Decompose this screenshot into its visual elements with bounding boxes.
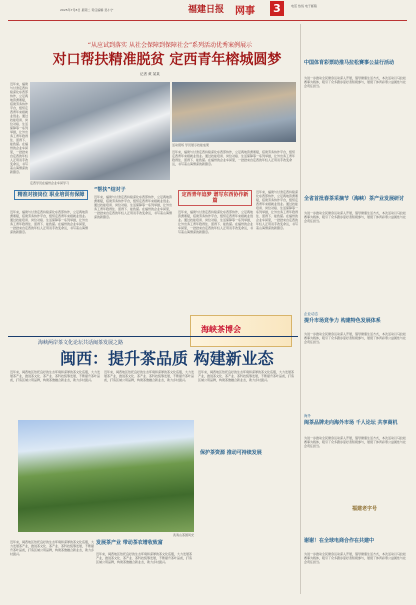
right-item2-title: 全省首批春茶采摘节（海峡）茶产业发展研讨 (304, 196, 405, 202)
right-item3-title: 提升市场竞争力 构建特色发展体系 (304, 318, 381, 324)
lead-kicker: “从应试到落实 从社会保障到保障社会”系列活动优秀案例展示 (87, 42, 253, 49)
page-number: 3 (270, 1, 284, 16)
lead-byline: 记者 黄 某某 (140, 72, 160, 76)
second-headline: 闽西：提升茶品质 构建新业态 (60, 349, 274, 368)
lead-col2: 近年来，福建与甘肃定西持续深化东西部协作，立足两地资源禀赋，搭建劳务协作平台，组织定西青年来榕就业创业。通过技能培训、岗位对接、生活保障等一系列举措，让外出务工青年稳得住、留得下、能致富。在福州的企业车间里，一批批来自定西的年轻人正用双手改变命运，书写着山海情深的新篇章。 (94, 195, 173, 219)
second-sub1: 发展茶产业 带动茶农增收致富 (96, 540, 163, 546)
masthead (0, 0, 416, 22)
right-item1-body: 为进一步推动全民健身运动深入开展，倡导健康生活方式，本次活动以马拉松赛事为载体，吸引了众多跑步爱好者积极参与，展现了体育彩票公益属性与社会责任担当。 (304, 76, 406, 88)
ad-text: 海峡茶博会 (201, 325, 241, 334)
second-col-d: 近年来，闽西地区依托良好的生态环境和深厚的茶文化底蕴，大力发展茶产业，推进茶文化、茶产业、茶科技统筹发展，不断提升茶叶品质，打造区域公用品牌，构建茶旅融合新业态，助力乡村振兴。 (10, 540, 94, 556)
right-item3-kicker: 企业动态 (304, 312, 318, 316)
masthead-rule (8, 20, 407, 21)
right-item3-body: 为进一步推动全民健身运动深入开展，倡导健康生活方式，本次活动以马拉松赛事为载体，吸引了众多跑步爱好者积极参与，展现了体育彩票公益属性与社会责任担当。 (304, 332, 406, 344)
second-kicker: 海峡两岸茶文化论坛共话闽茶发展之路 (38, 340, 124, 346)
lead-sub3: “帮扶”结对子 (94, 187, 126, 193)
lead-sub1: 精准对接岗位 职业培训有保障 (14, 190, 88, 200)
paper-logo: 福建日报 (188, 5, 225, 15)
advertisement (190, 315, 292, 347)
right-item1-title: 中国体育彩票助推马拉松赛事公益行活动 (304, 60, 395, 66)
tea-photo-caption: 武夷山茶园风光 (172, 533, 194, 537)
lead-body-top: 近年来，福建与甘肃定西持续深化东西部协作，立足两地资源禀赋，搭建劳务协作平台，组织定西青年来榕就业创业。通过技能培训、岗位对接、生活保障等一系列举措，让外出务工青年稳得住、留得下、能致富。在福州的企业车间里，一批批来自定西的年轻人正用双手改变命运，书写着山海情深的新篇章。 (172, 150, 296, 166)
lead-body-left: 近年来，福建与甘肃定西持续深化东西部协作，立足两地资源禀赋，搭建劳务协作平台，组织定西青年来榕就业创业。通过技能培训、岗位对接、生活保障等一系列举措，让外出务工青年稳得住、留得下、能致富。在福州的企业车间里，一批批来自定西的年轻人正用双手改变命运，书写着山海情深的新篇章。 (10, 82, 28, 174)
right-item4-body: 为进一步推动全民健身运动深入开展，倡导健康生活方式，本次活动以马拉松赛事为载体，吸引了众多跑步爱好者积极参与，展现了体育彩票公益属性与社会责任担当。 (304, 436, 406, 448)
right-item4-kicker: 海外 (304, 414, 311, 418)
photo2-caption: 活动现场 学员展示技能成果 (172, 143, 209, 147)
logo-text: 福建老字号 (352, 506, 378, 512)
lead-photo-factory (30, 82, 170, 180)
edition-info: 电话 热线 电子邮箱 (291, 4, 317, 8)
section-title: 网事 (235, 6, 255, 17)
photo1-caption: 定西学员在福州企业车间学习 (30, 181, 70, 185)
section-rule (8, 336, 298, 337)
tea-garden-photo (18, 420, 194, 532)
right-item5-title: 谢谢！在全球电商合作在共建中 (304, 538, 375, 544)
lead-col4: 近年来，福建与甘肃定西持续深化东西部协作，立足两地资源禀赋，搭建劳务协作平台，组织定西青年来榕就业创业。通过技能培训、岗位对接、生活保障等一系列举措，让外出务工青年稳得住、留得下、能致富。在福州的企业车间里，一批批来自定西的年轻人正用双手改变命运，书写着山海情深的新篇章。 (256, 190, 298, 230)
right-item4-title: 闽茶品牌走向海外市场 千人论坛 共享商机 (304, 420, 398, 426)
second-col-c: 近年来，闽西地区依托良好的生态环境和深厚的茶文化底蕴，大力发展茶产业，推进茶文化、茶产业、茶科技统筹发展，不断提升茶叶品质，打造区域公用品牌，构建茶旅融合新业态，助力乡村振兴。 (198, 370, 295, 382)
lead-headline: 对口帮扶精准脱贫 定西青年榕城圆梦 (52, 52, 282, 68)
lead-photo-group (172, 82, 296, 142)
right-item2-body: 为进一步推动全民健身运动深入开展，倡导健康生活方式，本次活动以马拉松赛事为载体，吸引了众多跑步爱好者积极参与，展现了体育彩票公益属性与社会责任担当。 (304, 211, 406, 223)
second-col-b: 近年来，闽西地区依托良好的生态环境和深厚的茶文化底蕴，大力发展茶产业，推进茶文化、茶产业、茶科技统筹发展，不断提升茶叶品质，打造区域公用品牌，构建茶旅融合新业态，助力乡村振兴。 (104, 370, 194, 382)
issue-date: 2025年7月8日 星期二 责任编辑 吴小宁 (60, 8, 114, 12)
lead-col1: 近年来，福建与甘肃定西持续深化东西部协作，立足两地资源禀赋，搭建劳务协作平台，组织定西青年来榕就业创业。通过技能培训、岗位对接、生活保障等一系列举措，让外出务工青年稳得住、留得下、能致富。在福州的企业车间里，一批批来自定西的年轻人正用双手改变命运，书写着山海情深的新篇章。 (10, 210, 89, 234)
second-col-a: 近年来，闽西地区依托良好的生态环境和深厚的茶文化底蕴，大力发展茶产业，推进茶文化、茶产业、茶科技统筹发展，不断提升茶叶品质，打造区域公用品牌，构建茶旅融合新业态，助力乡村振兴。 (10, 370, 100, 382)
second-col-e: 近年来，闽西地区依托良好的生态环境和深厚的茶文化底蕴，大力发展茶产业，推进茶文化、茶产业、茶科技统筹发展，不断提升茶叶品质，打造区域公用品牌，构建茶旅融合新业态，助力乡村振兴。 (96, 552, 192, 564)
lead-sub2: 定西青年追梦 谱写东西协作新篇 (178, 190, 252, 206)
right-item5-body: 为进一步推动全民健身运动深入开展，倡导健康生活方式，本次活动以马拉松赛事为载体，吸引了众多跑步爱好者积极参与，展现了体育彩票公益属性与社会责任担当。 (304, 552, 406, 564)
lead-col3: 近年来，福建与甘肃定西持续深化东西部协作，立足两地资源禀赋，搭建劳务协作平台，组织定西青年来榕就业创业。通过技能培训、岗位对接、生活保障等一系列举措，让外出务工青年稳得住、留得下、能致富。在福州的企业车间里，一批批来自定西的年轻人正用双手改变命运，书写着山海情深的新篇章。 (178, 210, 254, 234)
column-divider (300, 24, 301, 594)
second-sub2: 保护茶资源 推动可持续发展 (200, 450, 262, 456)
old-brand-logo (352, 505, 402, 519)
